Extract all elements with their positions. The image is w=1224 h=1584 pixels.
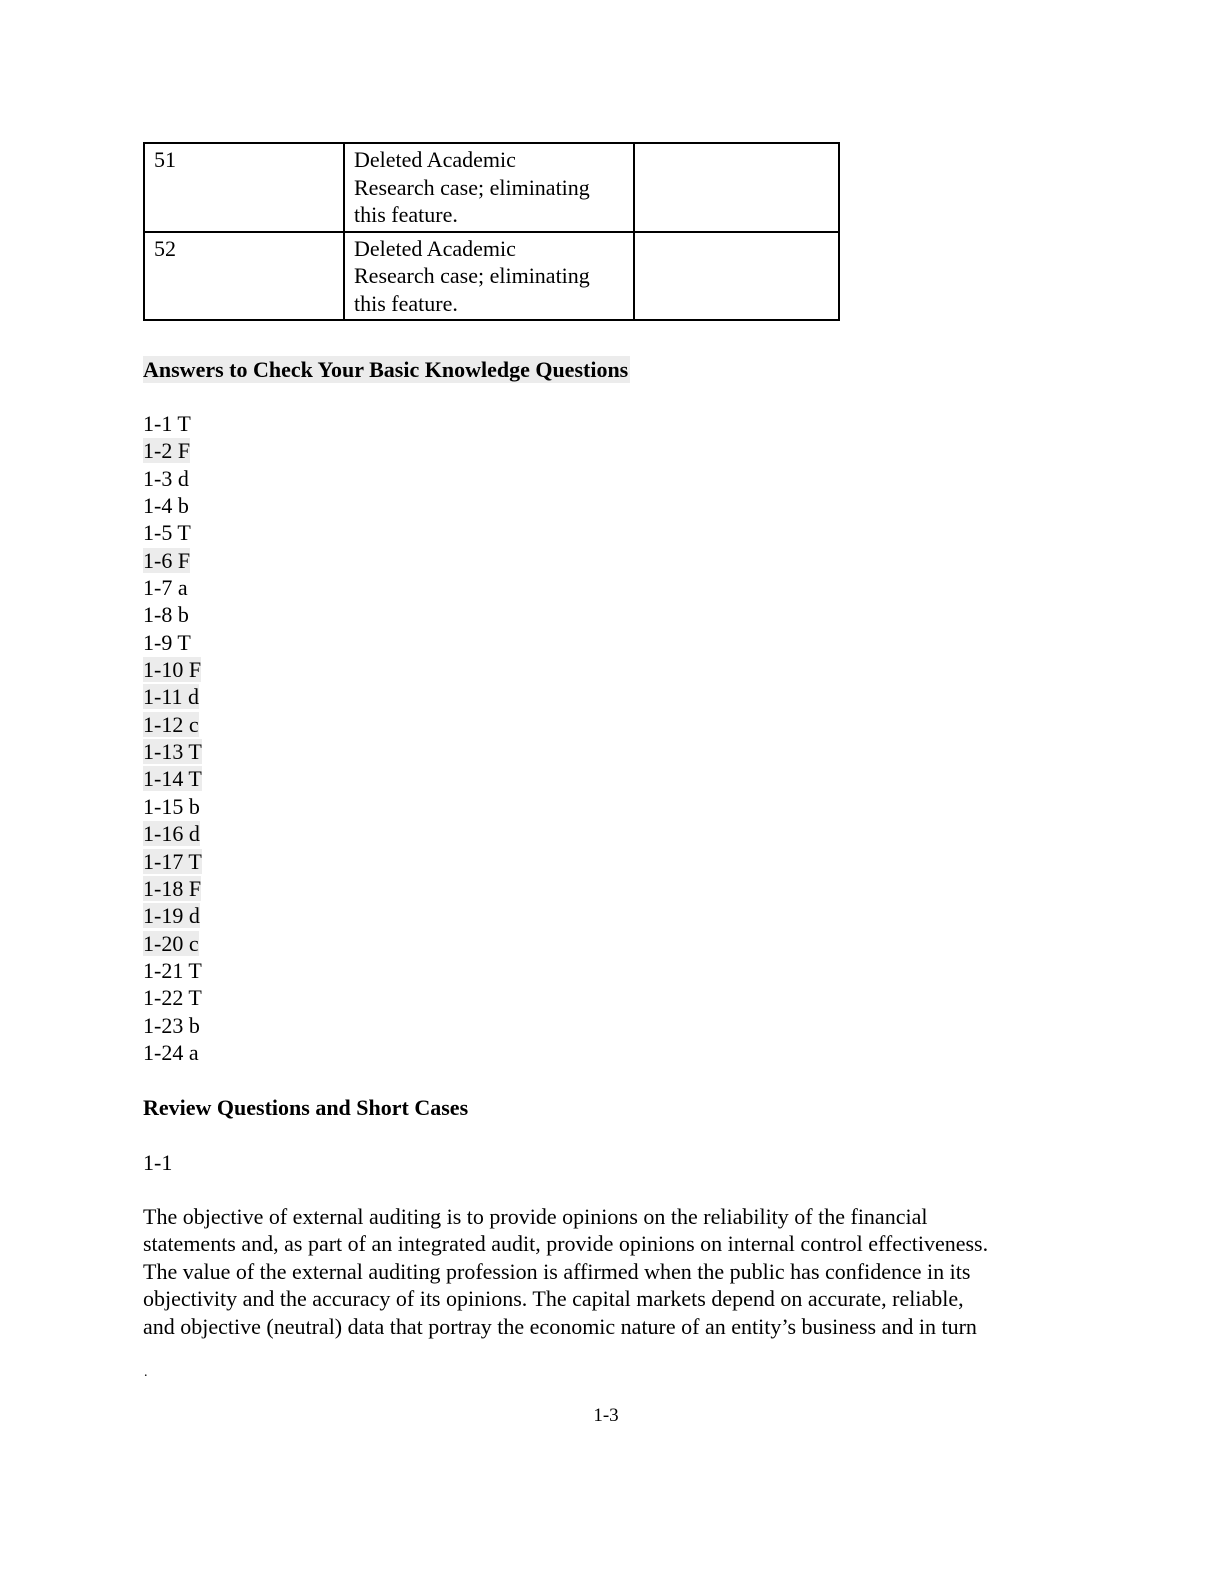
row-notes-cell xyxy=(634,143,839,232)
answer-item: 1-23 b xyxy=(143,1012,200,1038)
answer-item: 1-12 c xyxy=(143,711,199,737)
description-line: Research case; eliminating xyxy=(354,263,590,288)
row-description-cell xyxy=(344,143,634,232)
paragraph-line: The objective of external auditing is to provide opinions on the reliability of the financial xyxy=(143,1204,928,1229)
row-number: 52 xyxy=(154,235,176,261)
paragraph-line: statements and, as part of an integrated audit, provide opinions on internal control effectiveness. xyxy=(143,1231,989,1257)
answers-list xyxy=(143,410,202,1066)
answer-item: 1-10 F xyxy=(143,657,202,683)
paragraph-line: and objective (neutral) data that portray the economic nature of an entity’s business and in turn xyxy=(143,1313,977,1339)
description-line: Research case; eliminating xyxy=(354,174,590,200)
page-number: 1-3 xyxy=(593,1405,619,1426)
row-description-cell xyxy=(344,232,634,321)
answer-paragraph xyxy=(143,1203,1073,1340)
answer-item: 1-1 T xyxy=(143,411,191,436)
answer-item: 1-17 T xyxy=(143,848,202,874)
answer-item: 1-8 b xyxy=(143,602,189,628)
answer-item: 1-16 d xyxy=(143,821,200,847)
paragraph-line: The value of the external auditing profession is affirmed when the public has confidence in its xyxy=(143,1258,971,1284)
footnote-mark: . xyxy=(144,1365,148,1380)
answer-item: 1-24 a xyxy=(143,1039,199,1065)
review-heading: Review Questions and Short Cases xyxy=(143,1095,469,1120)
table-row xyxy=(144,232,839,321)
row-number: 51 xyxy=(154,147,176,172)
answer-item: 1-21 T xyxy=(143,957,202,983)
answer-item: 1-6 F xyxy=(143,547,191,573)
answer-item: 1-20 c xyxy=(143,930,199,956)
case-table xyxy=(143,142,840,321)
row-notes-cell xyxy=(634,232,839,321)
answers-heading: Answers to Check Your Basic Knowledge Questions xyxy=(143,357,629,382)
answer-item: 1-15 b xyxy=(143,793,200,819)
answer-item: 1-7 a xyxy=(143,575,188,601)
answer-item: 1-11 d xyxy=(143,684,200,710)
description-line: this feature. xyxy=(354,290,458,316)
answer-item: 1-14 T xyxy=(143,766,202,792)
answer-item: 1-22 T xyxy=(143,985,202,1011)
row-number-cell xyxy=(144,143,344,232)
answer-item: 1-9 T xyxy=(143,629,191,655)
description-line: Deleted Academic xyxy=(354,147,516,172)
description-line: this feature. xyxy=(354,202,458,227)
question-number: 1-1 xyxy=(143,1150,173,1175)
answer-item: 1-3 d xyxy=(143,465,189,491)
answer-item: 1-13 T xyxy=(143,739,202,765)
answer-item: 1-5 T xyxy=(143,520,191,546)
table-row xyxy=(144,143,839,232)
answer-item: 1-2 F xyxy=(143,438,191,464)
answer-item: 1-18 F xyxy=(143,875,202,901)
row-number-cell xyxy=(144,232,344,321)
answer-item: 1-4 b xyxy=(143,493,189,519)
answer-item: 1-19 d xyxy=(143,903,200,929)
paragraph-line: objectivity and the accuracy of its opinions. The capital markets depend on accurate, reliable, xyxy=(143,1286,964,1312)
description-line: Deleted Academic xyxy=(354,235,516,261)
